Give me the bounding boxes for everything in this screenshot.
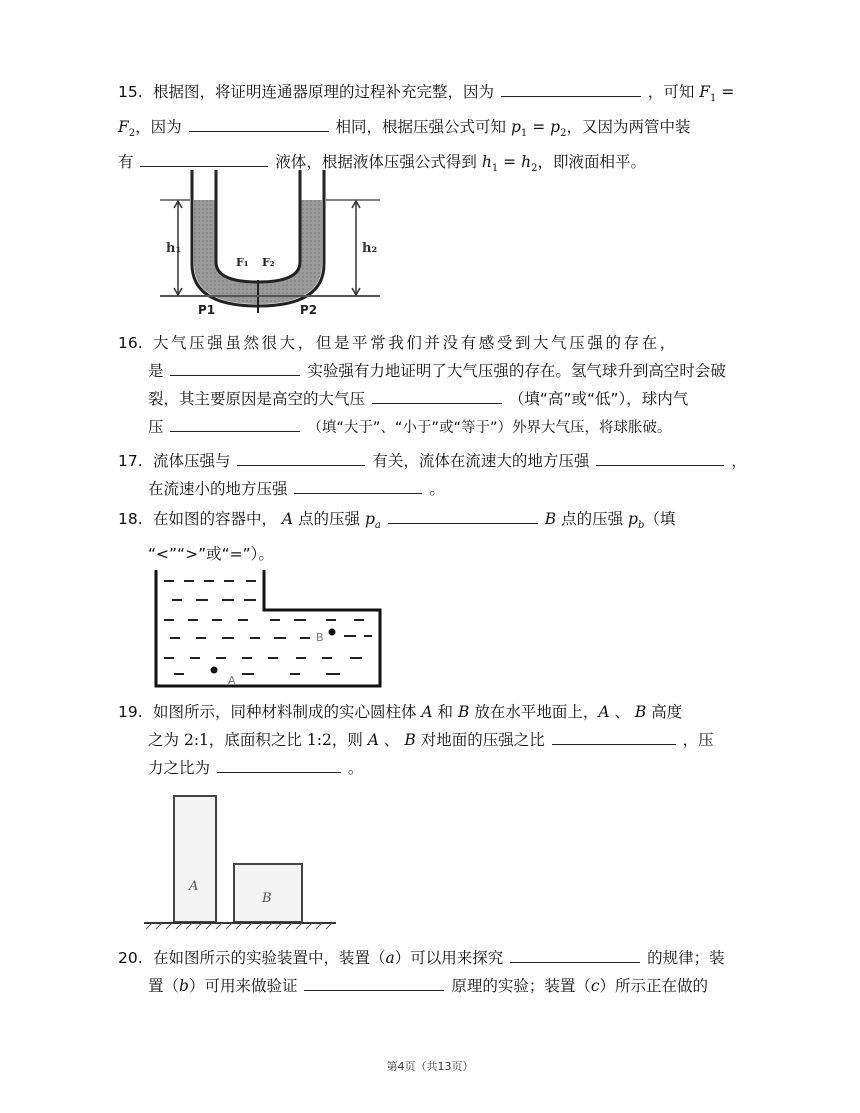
math-var: A: [367, 731, 379, 749]
p2-label: P2: [300, 303, 318, 317]
question-text: ，又因为两管中装: [566, 118, 691, 137]
math-var: b: [179, 977, 189, 995]
math-var: h: [481, 153, 492, 172]
answer-blank[interactable]: [170, 359, 300, 376]
question-text: 和: [437, 703, 454, 721]
math-var: p: [364, 510, 375, 528]
cylinder-a: [174, 796, 216, 922]
math-var: p: [510, 118, 521, 137]
question-text: 有: [118, 153, 134, 172]
question-text: ，可知: [647, 83, 695, 101]
math-var: A: [421, 703, 433, 721]
answer-blank[interactable]: [294, 477, 422, 494]
question-text: （填: [644, 510, 676, 528]
question-text: 如图所示，同种材料制成的实心圆柱体: [152, 703, 417, 721]
math-var: A: [598, 703, 610, 721]
question-text: ，底面积之比: [208, 731, 302, 749]
math-var: B: [404, 731, 416, 749]
f2-label: F₂: [262, 256, 275, 269]
question-text: 点的压强: [298, 510, 361, 528]
cylinders-figure: [140, 792, 340, 932]
cylinder-a-label: A: [189, 879, 199, 894]
math-sub: a: [374, 520, 381, 532]
question-text: ，压: [682, 731, 714, 749]
question-number: 16.: [118, 334, 143, 352]
question-16: [118, 329, 768, 442]
math-op: =: [721, 83, 735, 101]
question-text: 大气压强虽然很大，但是平常我们并没有感受到大气压强的存在，: [152, 334, 678, 352]
math-var: c: [590, 977, 600, 995]
question-text: 压: [148, 418, 164, 436]
question-text: ，因为: [135, 118, 182, 137]
question-text: 在如图的容器中，: [152, 510, 277, 528]
question-text: 点的压强: [561, 510, 624, 528]
h2-label: h₂: [362, 241, 378, 256]
question-number: 15.: [118, 83, 143, 101]
math-var: B: [457, 703, 470, 721]
answer-blank[interactable]: [189, 115, 329, 132]
question-text: 是: [148, 362, 164, 380]
point-a-label: A: [228, 674, 236, 687]
question-18: [118, 505, 768, 568]
question-text: 。: [347, 759, 364, 777]
math-sub: 2: [560, 128, 567, 140]
question-20: [118, 944, 768, 1000]
point-b: [329, 629, 336, 636]
page-footer: 第4页（共13页）: [386, 1060, 474, 1073]
u-tube-figure: [150, 168, 390, 318]
question-text: 置（: [148, 977, 180, 995]
math-var: B: [634, 703, 647, 721]
question-17: [118, 447, 768, 503]
question-text: ）所示正在做的: [599, 977, 709, 995]
question-text: （填“大于”、“小于”或“等于”）外界大气压，将球胀破。: [307, 420, 672, 436]
tube-inner-wall: [216, 170, 300, 282]
question-text: 液体，根据液体压强公式得到: [275, 153, 477, 172]
math-var: p: [628, 510, 638, 528]
question-text: 原理的实验；装置（: [451, 977, 591, 995]
answer-blank[interactable]: [304, 974, 444, 991]
math-var: A: [281, 510, 294, 528]
answer-blank[interactable]: [552, 728, 676, 745]
question-19: [118, 698, 768, 782]
question-text: 在流速小的地方压强: [148, 480, 288, 498]
question-text: “<”“>”或“=”）。: [148, 545, 274, 564]
question-text: ）可用来做验证: [188, 977, 298, 995]
answer-blank[interactable]: [372, 387, 502, 404]
question-number: 20.: [118, 949, 143, 967]
question-text: 。: [429, 480, 445, 498]
answer-blank[interactable]: [237, 449, 365, 466]
question-number: 19.: [118, 703, 143, 721]
question-text: 实验强有力地证明了大气压强的存在。氢气球升到高空时会破: [307, 362, 726, 380]
ratio-value: 1:2: [306, 731, 332, 749]
math-sub: 2: [531, 163, 538, 175]
question-text: 对地面的压强之比: [420, 731, 545, 749]
answer-blank[interactable]: [170, 415, 300, 432]
question-text: 裂，其主要原因是高空的大气压: [148, 390, 366, 408]
liquid-dashes: [164, 581, 372, 674]
question-text: 、: [614, 703, 630, 721]
question-text: 之为: [148, 731, 180, 749]
question-text: ，: [731, 452, 747, 470]
point-a: [211, 667, 218, 674]
question-text: 高度: [651, 703, 683, 721]
question-text: ，则: [331, 731, 363, 749]
answer-blank[interactable]: [140, 150, 268, 167]
math-var: a: [385, 949, 395, 967]
question-text: 放在水平地面上，: [474, 703, 599, 721]
math-var: h: [521, 153, 532, 172]
question-text: 流体压强与: [152, 452, 231, 470]
question-text: 、: [383, 731, 400, 749]
question-text: 的规律；装: [647, 949, 725, 967]
answer-blank[interactable]: [510, 946, 640, 963]
question-text: ）可以用来探究: [394, 949, 504, 967]
question-text: （填“高”或“低”），球内气: [508, 390, 689, 408]
math-var: F: [699, 83, 711, 101]
math-var: F: [118, 118, 129, 137]
f1-label: F₁: [236, 256, 249, 269]
answer-blank[interactable]: [388, 507, 538, 524]
answer-blank[interactable]: [501, 80, 641, 97]
question-number: 18.: [118, 510, 143, 528]
point-b-label: B: [316, 631, 324, 644]
h1-label: h₁: [166, 241, 182, 256]
question-text: 根据图，将证明连通器原理的过程补充完整，因为: [152, 83, 494, 101]
ratio-value: 2:1: [183, 731, 209, 749]
container-figure: [150, 566, 390, 692]
answer-blank[interactable]: [217, 756, 341, 773]
question-text: 有关，流体在流速大的地方压强: [372, 452, 590, 470]
math-sub: b: [637, 520, 645, 532]
cylinder-b-label: B: [262, 891, 272, 906]
question-number: 17.: [118, 452, 143, 470]
question-text: 在如图所示的实验装置中，装置（: [152, 949, 386, 967]
math-sub: 1: [520, 128, 528, 140]
math-sub: 1: [710, 93, 717, 105]
question-text: 力之比为: [148, 759, 211, 777]
math-sub: 1: [491, 163, 499, 175]
math-sub: 2: [128, 128, 136, 140]
math-op: =: [532, 118, 546, 137]
math-op: =: [503, 153, 517, 172]
question-text: 相同，根据压强公式可知: [335, 118, 507, 137]
math-var: p: [550, 118, 561, 137]
container-wall: [156, 570, 380, 686]
question-text: ，即液面相平。: [537, 153, 646, 172]
math-var: B: [544, 510, 557, 528]
p1-label: P1: [198, 303, 216, 317]
answer-blank[interactable]: [596, 449, 724, 466]
